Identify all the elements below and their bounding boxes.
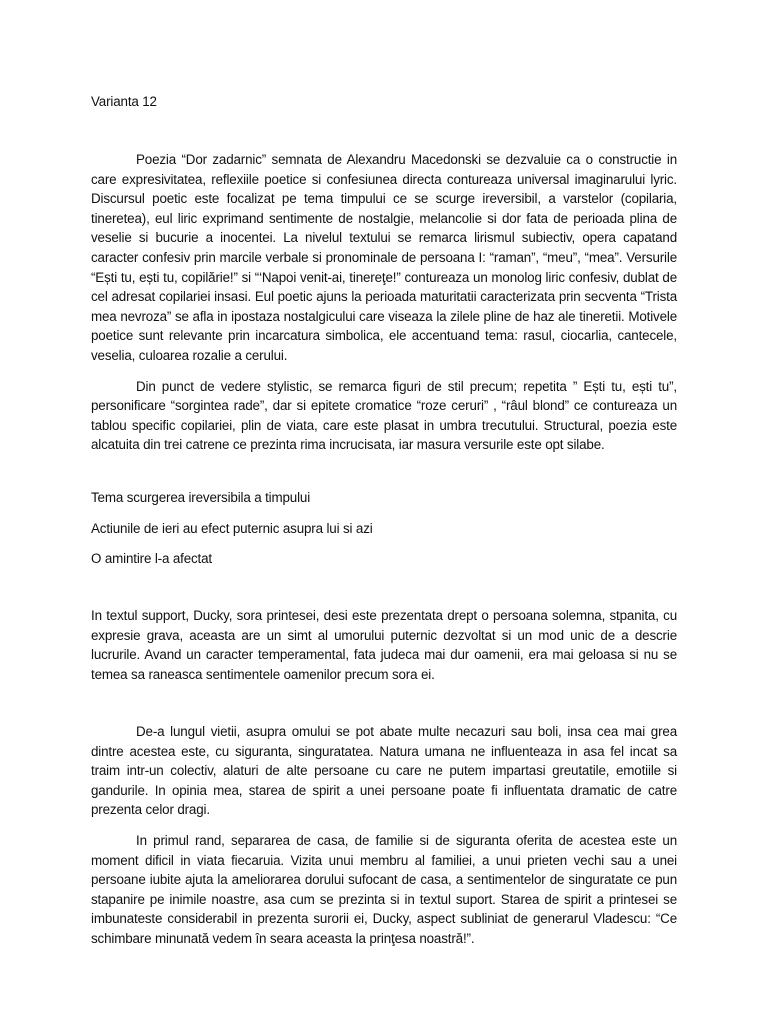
paragraph-block-1 bbox=[91, 150, 677, 455]
paragraph-first-argument: In primul rand, separarea de casa, de familie si de siguranta oferita de acestea este un moment dificil in viata fiecaruia. Vizita unui membru al familiei, a unui prieten vechi sau a unei persoane iubite ajuta la ameliorarea dorului sufocant de casa, a sentimentelor de singuratate ce pun stapanire pe inimile noastre, asa cum se prezinta si in textul suport. Starea de spirit a printesei se imbunateste considerabil in prezenta surorii ei, Ducky, aspect subliniat de generarul Vladescu: “Ce schimbare minunată vedem în seara aceasta la prinţesa noastră!”. bbox=[91, 832, 677, 946]
note-line-3: O amintire l-a afectat bbox=[91, 551, 212, 567]
paragraph-stylistic-analysis: Din punct de vedere stylistic, se remarca figuri de stil precum; repetita ” Ești tu, ești tu”, personificare “sorgintea rade”, dar si epitete cromatice “roze ceruri” , “râul blond” ce contureaza un tablou specific copilariei, plin de viata, care este plasat in umbra trecutului. Structural, poezia este alcatuita din trei catrene ce prezinta rima incrucisata, iar masura versurile este opt silabe. bbox=[91, 378, 677, 453]
note-line-2: Actiunile de ieri au efect puternic asupra lui si azi bbox=[91, 520, 373, 536]
paragraph-block-3 bbox=[91, 722, 677, 949]
paragraph-block-2 bbox=[91, 606, 677, 684]
note-line-1: Tema scurgerea ireversibila a timpului bbox=[91, 490, 311, 505]
notes-block bbox=[91, 488, 677, 569]
document-heading: Varianta 12 bbox=[91, 94, 157, 109]
paragraph-poem-analysis: Poezia “Dor zadarnic” semnata de Alexandru Macedonski se dezvaluie ca o constructie in care expresivitatea, reflexiile poetice si confesiunea directa contureaza universal imaginarului lyric. Discursul poetic este focalizat pe tema timpului ce se scurge ireversibil, a varstelor (copilaria, tineretea), eul liric exprimand sentimente de nostalgie, melancolie si dor fata de perioada plina de veselie si bucurie a inocentei. La nivelul textului se remarca lirismul subiectiv, opera capatand caracter confesiv prin marcile verbale si pronominale de persoana I: “raman”, “meu”, “mea”. Versurile “Ești tu, ești tu, copilărie!” si “‘Napoi venit-ai, tinereţe!” contureaza un monolog liric confesiv, dublat de cel adresat copilariei insasi. Eul poetic ajuns la perioada maturitatii caracterizata prin secventa “Trista mea nevroza” se afla in ipostaza nostalgicului care viseaza la zilele pline de haz ale tineretii. Motivele poetice sunt relevante prin incarcatura simbolica, ele accentuand tema: rasul, ciocarlia, cantecele, veselia, culoarea rozalie a cerului. bbox=[91, 152, 677, 363]
paragraph-loneliness: De-a lungul vietii, asupra omului se pot abate multe necazuri sau boli, insa cea mai grea dintre acestea este, cu siguranta, singuratatea. Natura umana ne influenteaza in asa fel incat sa traim intr-un colectiv, alaturi de alte persoane cu care ne putem impartasi greutatile, emotiile si gandurile. In opinia mea, starea de spirit a unei persoane poate fi influentata dramatic de catre prezenta celor dragi. bbox=[91, 724, 677, 818]
document-heading-block bbox=[91, 92, 677, 112]
paragraph-ducky-character: In textul support, Ducky, sora printesei, desi este prezentata drept o persoana solemna, stpanita, cu expresie grava, aceasta are un simt al umorului puternic dezvoltat si un mod unic de a descrie lucrurile. Avand un caracter temperamental, fata judeca mai dur oamenii, era mai geloasa si nu se temea sa raneasca sentimentele oamenilor precum sora ei. bbox=[91, 608, 677, 682]
